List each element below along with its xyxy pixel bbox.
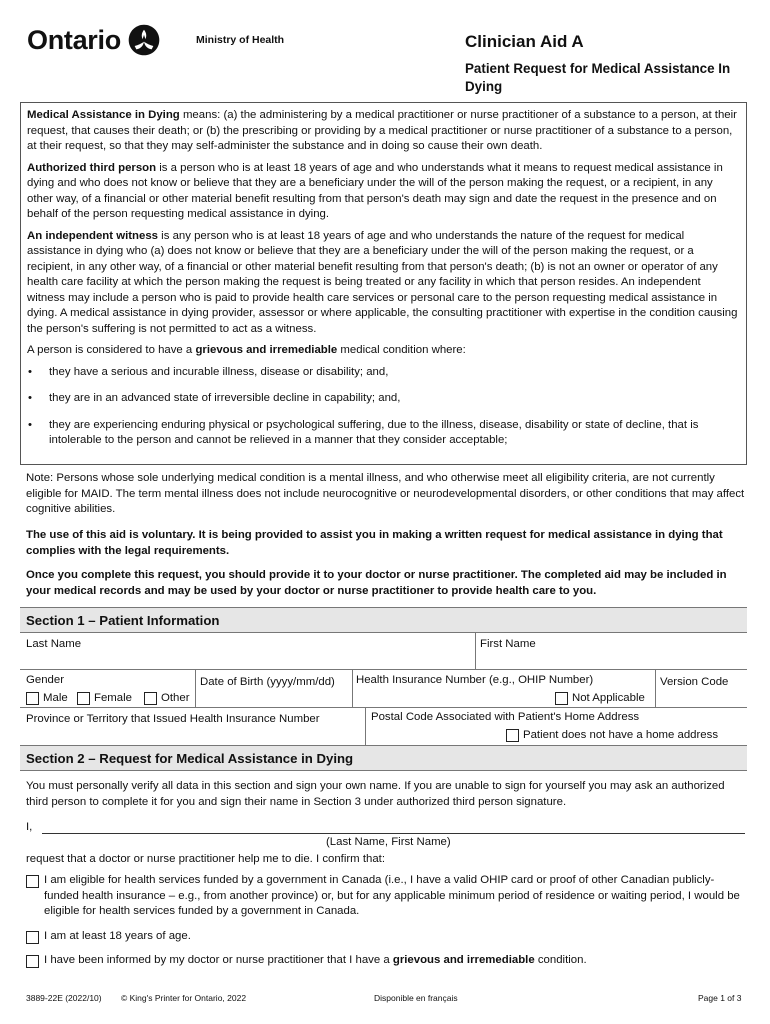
first-name-label: First Name [480, 638, 536, 650]
confirm-eligible-text: I am eligible for health services funded by a government in Canada (i.e., I have a valid OHIP card or proof of other Canadian publicly- funded health insurance – e.g., from another province) or, but for any applicable minimum period of residence or waiting period, I would be eligible for health services funded by a government in Canada. [44, 874, 740, 917]
confirm-eligible-row[interactable] [26, 873, 746, 920]
female-label: Female [94, 692, 132, 704]
divider [20, 707, 747, 708]
confirm-condition-text [44, 953, 587, 969]
form-title: Clinician Aid A [465, 32, 584, 51]
other-label: Other [161, 692, 190, 704]
copyright: © King's Printer for Ontario, 2022 [121, 993, 247, 1003]
female-checkbox[interactable] [77, 692, 90, 705]
criteria-list [27, 365, 740, 449]
definition-maid [27, 108, 740, 155]
no-home-address-label: Patient does not have a home address [523, 729, 719, 741]
form-title-block [465, 32, 765, 97]
other-checkbox[interactable] [144, 692, 157, 705]
not-applicable-label: Not Applicable [572, 692, 645, 704]
form-number: 3889-22E (2022/10) [26, 993, 102, 1003]
definition-grievous [27, 343, 740, 359]
no-home-address-option[interactable] [506, 728, 718, 744]
request-statement: request that a doctor or nurse practitioner help me to die. I confirm that: [26, 853, 385, 865]
postal-code-label: Postal Code Associated with Patient's Home Address [371, 711, 640, 723]
hin-not-applicable-option[interactable] [555, 691, 645, 707]
section2-heading: Section 2 – Request for Medical Assistance in Dying [20, 745, 747, 771]
gender-male-option[interactable] [26, 691, 68, 707]
ontario-logo [27, 22, 161, 59]
confirm-age-checkbox[interactable] [26, 931, 39, 944]
confirm-condition-row[interactable] [26, 953, 746, 969]
i-label: I, [26, 821, 33, 833]
name-signature-line[interactable] [42, 833, 745, 834]
french-availability: Disponible en français [374, 993, 458, 1003]
divider [352, 669, 353, 707]
definition-atp-text: is a person who is at least 18 years of age and who understands what it means to request medical assistance in dying and who does not know or believe that they are a beneficiary under the will of the person making the request, or a recipient, in any other way, of a financial or other material benefit resulting from that person's death may sign and date the request in the presence and on behalf of the person requesting medical assistance in dying. [27, 161, 723, 220]
province-label: Province or Territory that Issued Health Insurance Number [26, 713, 320, 725]
condition-term: grievous and irremediable [392, 954, 535, 966]
no-home-address-checkbox[interactable] [506, 729, 519, 742]
submission-notice: Once you complete this request, you should provide it to your doctor or nurse practitioner. The completed aid may be included in your medical records and may be used by your doctor or nurse practitioner to provide health care to you. [26, 569, 727, 597]
confirm-age-text: I am at least 18 years of age. [44, 930, 191, 942]
divider [655, 669, 656, 707]
voluntary-notice: The use of this aid is voluntary. It is being provided to assist you in making a written request for medical assistance in dying that complies with the legal requirements. [26, 529, 723, 557]
version-code-label: Version Code [660, 676, 729, 688]
term-maid: Medical Assistance in Dying [27, 109, 180, 121]
grievous-pre: A person is considered to have a [27, 344, 196, 356]
not-applicable-checkbox[interactable] [555, 692, 568, 705]
gender-label: Gender [26, 674, 64, 686]
definition-authorized-third-person [27, 161, 740, 223]
section1-heading: Section 1 – Patient Information [20, 607, 747, 633]
gender-other-option[interactable] [144, 691, 190, 707]
dob-label: Date of Birth (yyyy/mm/dd) [200, 676, 335, 688]
condition-post: condition. [534, 954, 587, 966]
divider [20, 669, 747, 670]
list-item: • they are in an advanced state of irreversible decline in capability; and, [27, 391, 740, 407]
definition-iw-text: is any person who is at least 18 years of age and who understands the nature of the request for medical assistance in dying who (a) does not know or believe that they are a beneficiary under the will of the person making the request, or a recipient, in any other way, of a financial or other material benefit resulting from that person's death; (b) is not an owner or operator of any health care facility at which the person making the request is being treated or any facility in which that person resides. An independent witness may include a person who is paid to provide health care services or personal care to the person requesting medical assistance in dying. A medical assistance in dying provider, assessor or where applicable, the consulting practitioner with expertise in the condition causing the person's suffering is not permitted to act as a witness. [27, 229, 738, 335]
male-label: Male [43, 692, 68, 704]
name-caption: (Last Name, First Name) [326, 836, 451, 848]
list-item: • they have a serious and incurable illness, disease or disability; and, [27, 365, 740, 381]
divider [365, 707, 366, 745]
note-mental-illness: Note: Persons whose sole underlying medical condition is a mental illness, and who otherwise meet all eligibility criteria, are not currently eligible for MAID. The term mental illness does not include neurocognitive or neurodevelopmental disorders, or other conditions that may affect cognitive abilities. [26, 472, 745, 515]
confirm-condition-checkbox[interactable] [26, 955, 39, 968]
form-subtitle: Patient Request for Medical Assistance In Dying [465, 61, 731, 95]
definition-maid-text: means: (a) the administering by a medical practitioner or nurse practitioner of a substance to a person, at their request, that causes their death; or (b) the prescribing or providing by a medical practitioner or nurse practitioner of a substance to a person, at their request, so that they may self-administer the substance and in doing so cause their own death. [27, 109, 737, 152]
term-independent-witness: An independent witness [27, 229, 159, 242]
male-checkbox[interactable] [26, 692, 39, 705]
ministry-name: Ministry of Health [196, 34, 285, 46]
grievous-post: medical condition where: [337, 344, 466, 356]
gender-female-option[interactable] [77, 691, 132, 707]
term-grievous: grievous and irremediable [195, 344, 338, 356]
term-authorized-third-person: Authorized third person [27, 161, 157, 174]
last-name-label: Last Name [26, 638, 82, 650]
condition-pre: I have been informed by my doctor or nurse practitioner that I have a [44, 954, 393, 966]
list-item: • they are experiencing enduring physical or psychological suffering, due to the illness, disease, disability or state of decline, that is intolerable to the person and cannot be relieved in a manner that they consider acceptable; [27, 418, 740, 449]
definition-independent-witness [27, 229, 740, 338]
divider [195, 669, 196, 707]
trillium-icon [127, 23, 161, 57]
logo-wordmark: Ontario [27, 25, 121, 55]
confirm-eligible-checkbox[interactable] [26, 875, 39, 888]
hin-label: Health Insurance Number (e.g., OHIP Number) [356, 674, 594, 686]
page-number: Page 1 of 3 [698, 993, 742, 1003]
section2-intro: You must personally verify all data in this section and sign your own name. If you are unable to sign for yourself you may ask an authorized third person to complete it for you and sign their name in Section 3 under authorized third person signature. [26, 780, 725, 808]
definitions-box [20, 102, 747, 465]
divider [475, 633, 476, 669]
confirm-age-row[interactable] [26, 929, 746, 945]
